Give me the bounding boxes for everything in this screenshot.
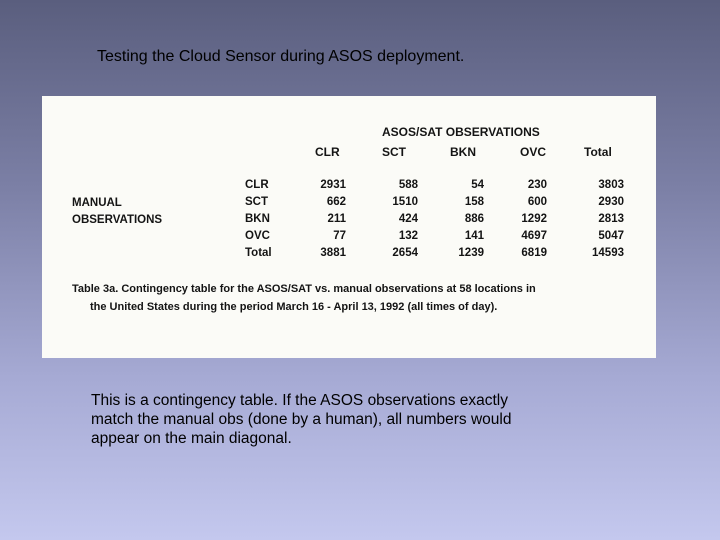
cell: 588 (398, 179, 418, 191)
cell: 1239 (458, 247, 484, 259)
cell: 1292 (521, 213, 547, 225)
cell: 4697 (521, 230, 547, 242)
cell: 158 (464, 196, 484, 208)
cell: 5047 (598, 230, 624, 242)
slide-description: This is a contingency table. If the ASOS observations exactly match the manual obs (done by a human), all numbers would appear on the main diagonal. (91, 392, 512, 447)
col-header-sct: SCT (382, 145, 406, 159)
cell: 2931 (320, 179, 346, 191)
cell: 662 (326, 196, 346, 208)
cell: 2654 (392, 247, 418, 259)
col-header-ovc: OVC (520, 145, 547, 159)
cell: 141 (464, 230, 484, 242)
row-group-label-2: OBSERVATIONS (72, 214, 163, 226)
row-label-clr: CLR (245, 179, 269, 191)
row-label-total: Total (245, 247, 272, 259)
col-header-clr: CLR (315, 145, 340, 159)
cell: 14593 (592, 247, 624, 259)
cell: 77 (333, 230, 346, 242)
row-label-ovc: OVC (245, 230, 270, 242)
cell: 886 (464, 213, 484, 225)
cell: 54 (471, 179, 484, 191)
cell: 230 (527, 179, 547, 191)
cell: 424 (398, 213, 418, 225)
cell: 3881 (320, 247, 346, 259)
table-caption-line2: the United States during the period March 16 - April 13, 1992 (all times of day). (90, 301, 498, 313)
cell: 132 (398, 230, 418, 242)
slide-title: Testing the Cloud Sensor during ASOS deployment. (97, 48, 465, 65)
scanned-table-image (42, 96, 656, 358)
table-caption-line1: Table 3a. Contingency table for the ASOS/SAT vs. manual observations at 58 locations in (72, 283, 536, 295)
cell: 2930 (598, 196, 624, 208)
row-group-label: MANUAL (72, 197, 122, 209)
col-header-total: Total (584, 145, 612, 159)
cell: 1510 (392, 196, 418, 208)
cell: 6819 (521, 247, 547, 259)
cell: 211 (327, 213, 346, 225)
super-header: ASOS/SAT OBSERVATIONS (382, 125, 540, 139)
cell: 600 (527, 196, 547, 208)
row-label-sct: SCT (245, 196, 268, 208)
col-header-bkn: BKN (450, 145, 476, 159)
row-label-bkn: BKN (245, 213, 270, 225)
cell: 2813 (598, 213, 624, 225)
cell: 3803 (598, 179, 624, 191)
